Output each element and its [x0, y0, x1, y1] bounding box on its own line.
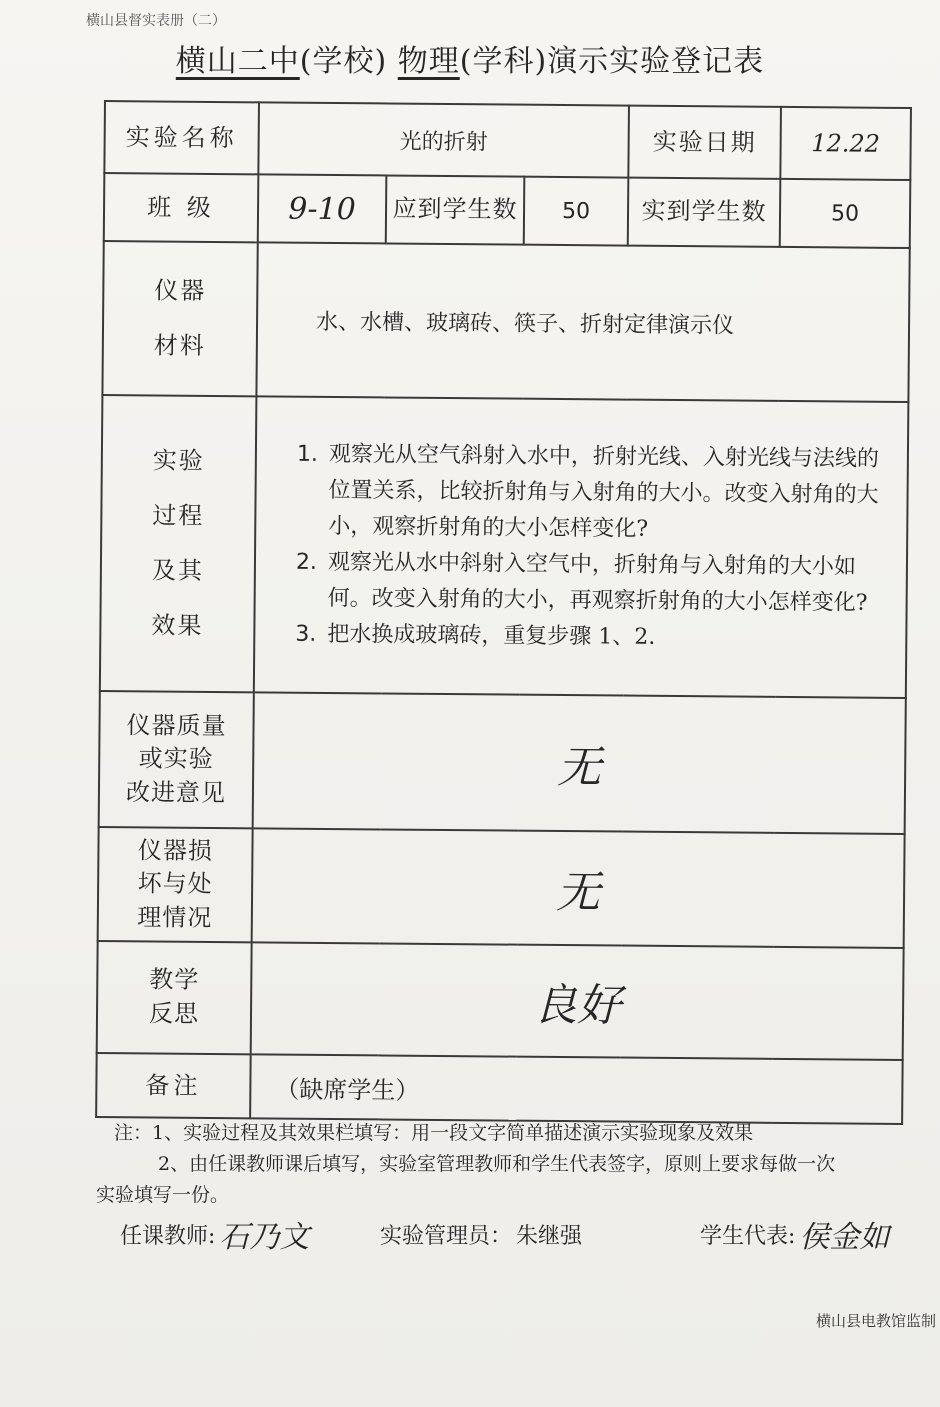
expected-value: 50: [524, 177, 629, 246]
row-remarks: [96, 1053, 903, 1124]
title-school-suffix: (学校): [299, 44, 388, 79]
row-materials: [102, 241, 909, 402]
materials-label-line1: 仪器: [154, 276, 207, 305]
title-school: 横山二中: [175, 44, 300, 79]
damage-label-line3: 理情况: [137, 903, 213, 932]
remarks-label: 备注: [96, 1053, 251, 1118]
damage-label: [98, 827, 253, 942]
admin-name: 朱继强: [516, 1223, 583, 1249]
quality-label-line3: 改进意见: [125, 778, 227, 807]
actual-label: 实到学生数: [628, 178, 781, 247]
process-label: [100, 395, 257, 692]
row-quality: [99, 691, 906, 834]
notes: [96, 1118, 938, 1211]
reflection-value: 良好: [251, 942, 904, 1060]
teacher-signature: 石乃文: [219, 1220, 310, 1255]
registration-table: [95, 100, 912, 1125]
process-steps: [254, 396, 909, 698]
class-label: 班 级: [104, 173, 259, 242]
class-value: 9-10: [258, 174, 387, 243]
note-line-2: 2、由任课教师课后填写，实验室管理教师和学生代表签字，原则上要求每做一次: [158, 1153, 836, 1175]
materials-value: 水、水槽、玻璃砖、筷子、折射定律演示仪: [256, 242, 909, 402]
step-text: 把水换成玻璃砖，重复步骤 1、2.: [327, 621, 656, 650]
footer-note: 横山县电教馆监制: [815, 1312, 936, 1330]
admin-label: 实验管理员：: [380, 1223, 513, 1249]
remarks-value: （缺席学生）: [250, 1054, 903, 1124]
admin-signature-block: [380, 1219, 700, 1250]
step-text: 观察光从空气斜射入水中，折射光线、入射光线与法线的位置关系，比较折射角与入射角的大小。改变入射角的大小，观察折射角的大小怎样变化?: [328, 441, 880, 542]
student-label: 学生代表:: [700, 1223, 796, 1249]
teacher-label: 任课教师:: [120, 1223, 216, 1249]
process-label-line1: 实验: [152, 446, 205, 475]
actual-value: 50: [780, 179, 911, 248]
damage-label-line2: 坏与处: [137, 869, 213, 899]
quality-label-line1: 仪器质量: [126, 710, 227, 740]
reflection-label: [97, 941, 252, 1054]
step-text: 观察光从水中斜射入空气中，折射角与入射角的大小如何。改变入射角的大小，再观察折射角的大小怎样变化?: [327, 549, 868, 616]
page-title: [0, 36, 940, 80]
title-subject-suffix: (学科): [459, 44, 548, 79]
student-signature-block: [700, 1212, 889, 1256]
damage-label-line1: 仪器损: [137, 835, 214, 865]
date-value: 12.22: [780, 107, 911, 180]
damage-value: 无: [252, 828, 905, 948]
signature-row: [120, 1212, 920, 1256]
process-label-line4: 效果: [151, 611, 204, 641]
expected-label: 应到学生数: [386, 175, 525, 244]
row-class: [104, 173, 911, 248]
process-step: [295, 545, 892, 622]
step-number: 3.: [295, 621, 317, 647]
row-process: [100, 395, 909, 698]
row-experiment-name: [104, 101, 911, 180]
quality-value: 无: [253, 692, 906, 834]
materials-label-line2: 材料: [153, 331, 206, 360]
row-reflection: [97, 941, 904, 1060]
reflection-label-line2: 反思: [148, 999, 200, 1028]
student-signature: 侯金如: [799, 1220, 890, 1255]
experiment-name-value: 光的折射: [258, 102, 629, 177]
title-rest: 演示实验登记表: [547, 44, 765, 79]
step-number: 1.: [296, 441, 319, 467]
note-line-3: 实验填写一份。: [96, 1184, 230, 1206]
row-damage: [98, 827, 905, 948]
title-subject: 物理: [397, 44, 460, 79]
experiment-name-label: 实验名称: [104, 101, 259, 174]
note-line-1: 注：1、实验过程及其效果栏填写：用一段文字简单描述演示实验现象及效果: [114, 1122, 754, 1144]
step-number: 2.: [295, 549, 318, 575]
reflection-label-line1: 教学: [149, 965, 200, 995]
quality-label-line2: 或实验: [138, 744, 214, 774]
quality-label: [99, 691, 254, 828]
process-label-line3: 及其: [151, 556, 205, 585]
process-step: [295, 617, 891, 658]
process-step: [296, 437, 893, 550]
teacher-signature-block: [120, 1212, 380, 1256]
materials-label: [102, 241, 257, 396]
header-note: 横山县督实表册（二）: [86, 13, 226, 29]
date-label: 实验日期: [628, 106, 781, 179]
process-label-line2: 过程: [152, 501, 205, 530]
